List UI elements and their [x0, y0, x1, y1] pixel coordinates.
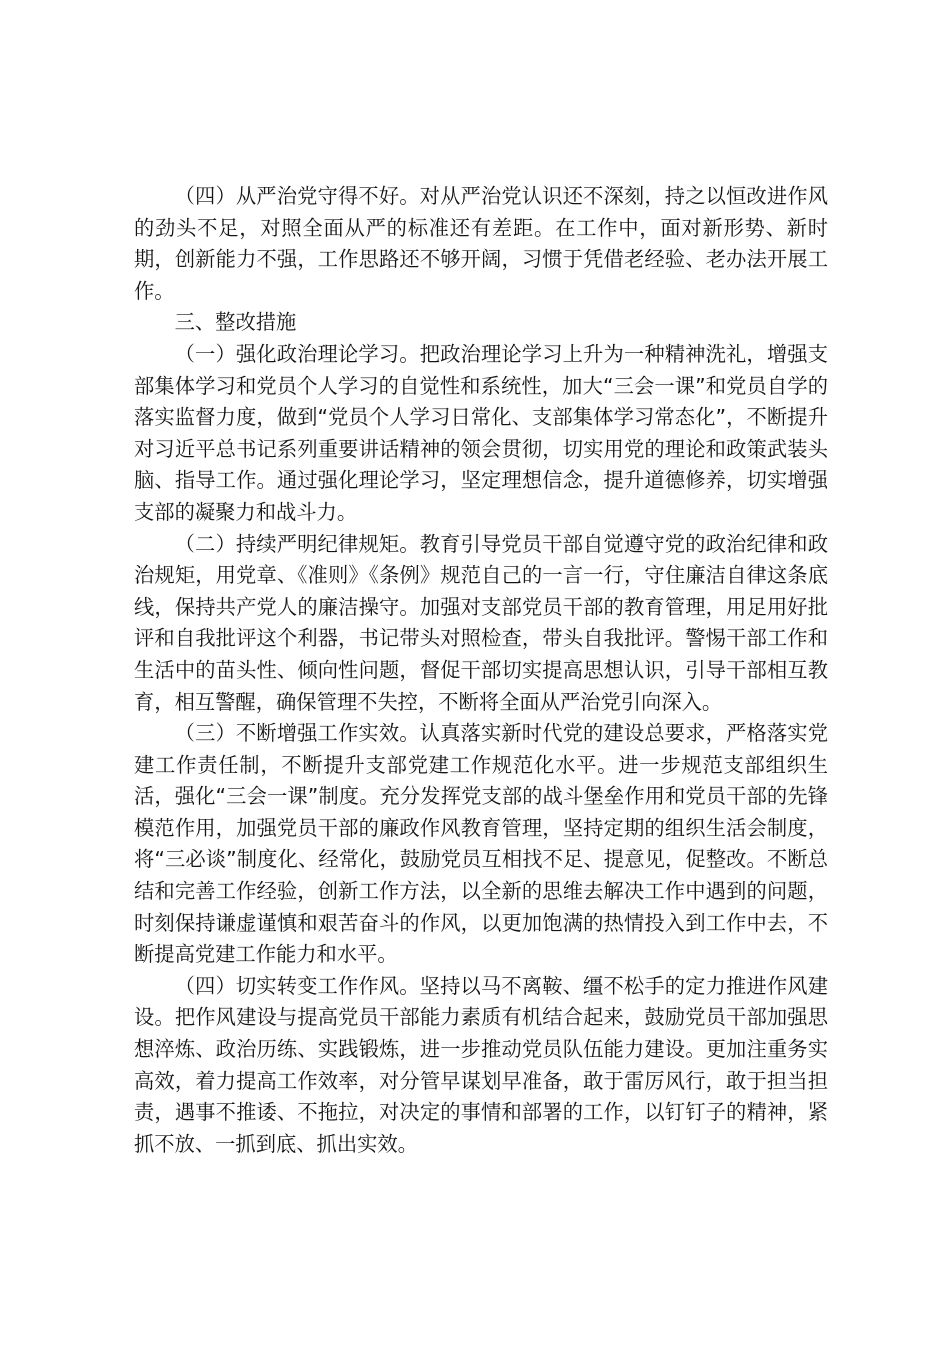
paragraph-measure-work-effectiveness: （三）不断增强工作实效。认真落实新时代党的建设总要求，严格落实党建工作责任制，不断提升支部党建工作规范化水平。进一步规范支部组织生活，强化“三会一课”制度。充分发挥党支部的战斗堡垒作用和党员干部的先锋模范作用，加强党员干部的廉政作风教育管理，坚持定期的组织生活会制度，将“三必谈”制度化、经常化，鼓励党员互相找不足、提意见，促整改。不断总结和完善工作经验，创新工作方法，以全新的思维去解决工作中遇到的问题，时刻保持谦虚谨慎和艰苦奋斗的作风，以更加饱满的热情投入到工作中去，不断提高党建工作能力和水平。	[134, 721, 828, 967]
paragraph-measure-discipline: （二）持续严明纪律规矩。教育引导党员干部自觉遵守党的政治纪律和政治规矩，用党章、《准则》《条例》规范自己的一言一行，守住廉洁自律这条底线，保持共产党人的廉洁操守。加强对支部党员干部的教育管理，用足用好批评和自我批评这个利器，书记带头对照检查，带头自我批评。警惕干部工作和生活中的苗头性、倾向性问题，督促干部切实提高思想认识，引导干部相互教育，相互警醒，确保管理不失控，不断将全面从严治党引向深入。	[134, 531, 828, 714]
document-body	[134, 181, 828, 1160]
paragraph-strict-governance-shortcoming: （四）从严治党守得不好。对从严治党认识还不深刻，持之以恒改进作风的劲头不足，对照全面从严的标准还有差距。在工作中，面对新形势、新时期，创新能力不强，工作思路还不够开阔，习惯于凭借老经验、老办法开展工作。	[134, 184, 828, 303]
section-heading-rectification-measures: 三、整改措施	[174, 310, 297, 335]
paragraph-measure-work-style: （四）切实转变工作作风。坚持以马不离鞍、缰不松手的定力推进作风建设。把作风建设与提高党员干部能力素质有机结合起来，鼓励党员干部加强思想淬炼、政治历练、实践锻炼，进一步推动党员队伍能力建设。更加注重务实高效，着力提高工作效率，对分管早谋划早准备，敢于雷厉风行，敢于担当担责，遇事不推诿、不拖拉，对决定的事情和部署的工作，以钉钉子的精神，紧抓不放、一抓到底、抓出实效。	[134, 973, 828, 1156]
paragraph-measure-theory-study: （一）强化政治理论学习。把政治理论学习上升为一种精神洗礼，增强支部集体学习和党员个人学习的自觉性和系统性，加大“三会一课”和党员自学的落实监督力度，做到“党员个人学习日常化、支部集体学习常态化”，不断提升对习近平总书记系列重要讲话精神的领会贯彻，切实用党的理论和政策武装头脑、指导工作。通过强化理论学习，坚定理想信念，提升道德修养，切实增强支部的凝聚力和战斗力。	[134, 341, 828, 524]
